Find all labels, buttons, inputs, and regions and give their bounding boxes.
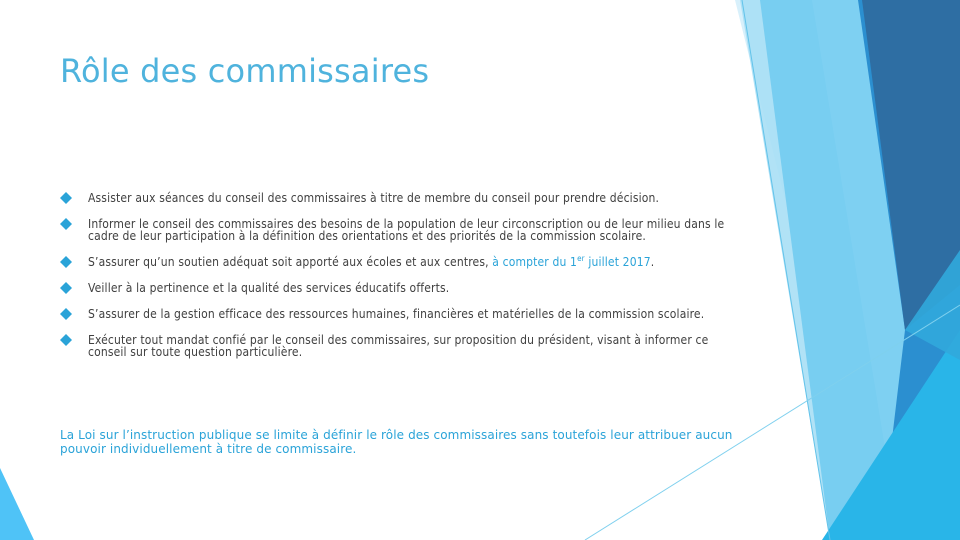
bullet-text: Informer le conseil des commissaires des besoins de la population de leur circonscription ou de leur milieu dans le cadre de leur participation à la définition des orientations et des priorités de la commission scolaire. [88, 217, 725, 243]
highlight-text: à compter du 1 [492, 255, 578, 269]
diamond-bullet-icon [60, 218, 72, 230]
bullet-text-end: . [650, 255, 655, 269]
bullet-text: S’assurer de la gestion efficace des ressources humaines, financières et matérielles de la commission scolaire. [88, 307, 705, 321]
bullet-item [60, 218, 732, 242]
bullet-list [60, 192, 732, 372]
bullet-item [60, 308, 732, 320]
bullet-item [60, 282, 732, 294]
diamond-bullet-icon [60, 334, 72, 346]
diamond-bullet-icon [60, 308, 72, 320]
bullet-text: Exécuter tout mandat confié par le conseil des commissaires, sur proposition du président, visant à informer ce conseil sur toute question particulière. [88, 333, 709, 359]
footnote-text: La Loi sur l’instruction publique se limite à définir le rôle des commissaires sans toutefois leur attribuer aucun pouvoir individuellement à titre de commissaire. [60, 428, 733, 456]
diamond-bullet-icon [60, 256, 72, 268]
bullet-text: Assister aux séances du conseil des commissaires à titre de membre du conseil pour prendre décision. [88, 191, 660, 205]
bullet-date-highlight [492, 255, 650, 269]
ordinal-suffix: er [577, 254, 585, 263]
bullet-item [60, 334, 732, 358]
bullet-item [60, 256, 732, 268]
bullet-text: S’assurer qu’un soutien adéquat soit apporté aux écoles et aux centres, [88, 255, 489, 269]
bullet-text: Veiller à la pertinence et la qualité des services éducatifs offerts. [88, 281, 450, 295]
highlight-text-end: juillet 2017 [584, 255, 651, 269]
diamond-bullet-icon [60, 282, 72, 294]
diamond-bullet-icon [60, 192, 72, 204]
bullet-item [60, 192, 732, 204]
slide-title: Rôle des commissaires [60, 52, 430, 90]
deco-left-triangle [0, 468, 34, 540]
